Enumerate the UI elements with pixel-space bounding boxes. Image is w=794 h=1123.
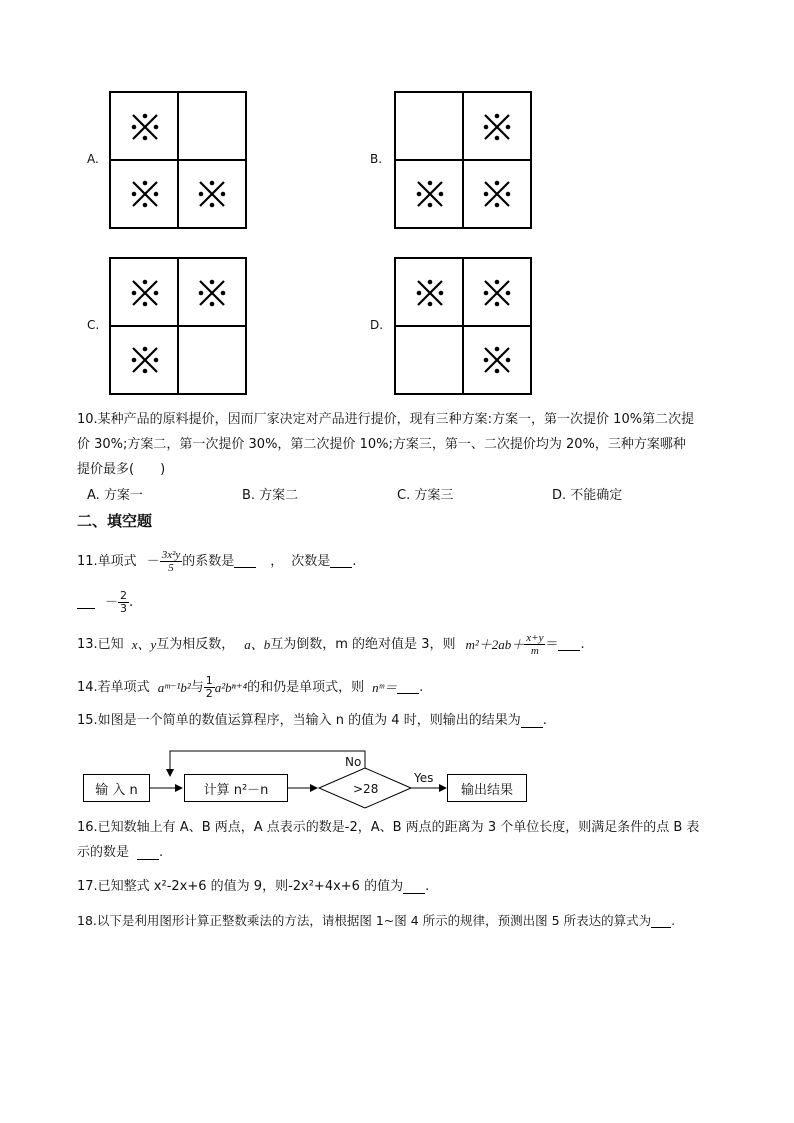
q16-blank: [137, 847, 159, 860]
q18-text: 18.以下是利用图形计算正整数乘法的方法，请根据图 1~图 4 所示的规律，预测出图 5 所表达的算式为: [77, 913, 652, 928]
flow-input-box: 输 入 n: [83, 774, 150, 802]
q11-minus: －: [146, 553, 160, 569]
option-label-d: D.: [370, 318, 384, 332]
q11-frac-num: 3x²y: [161, 549, 181, 561]
q12-frac-den: 3: [120, 602, 128, 615]
grid-cell-top-left: [396, 93, 463, 160]
grid-cell-bottom-right: [463, 160, 530, 227]
asterism-symbol-icon: [130, 278, 160, 308]
q13-end: .: [580, 636, 585, 652]
q13-blank: [558, 638, 580, 651]
q13-frac-num: x+y: [526, 632, 544, 644]
flow-no-label: No: [345, 755, 362, 769]
q16-line2-text: 示的数是: [77, 845, 130, 860]
q10-line-1: 10.某种产品的原料提价，因而厂家决定对产品进行提价，现有三种方案:方案一，第一次提价 10%第二次提: [77, 412, 695, 427]
option-label-a: A.: [87, 152, 99, 166]
asterism-symbol-icon: [482, 179, 512, 209]
q18-blank: [651, 915, 671, 928]
q17-end: .: [425, 879, 430, 894]
option-grid-c: [109, 257, 247, 395]
q15-end: .: [542, 713, 547, 728]
grid-cell-top-right: [463, 93, 530, 160]
q13-fraction: [524, 632, 545, 657]
q16-end: .: [159, 845, 164, 860]
q11-end: .: [352, 553, 357, 569]
q13-xy: x、y: [131, 636, 157, 652]
q15-blank: [521, 715, 543, 728]
q11-suffix: 次数是: [291, 553, 331, 569]
grid-cell-bottom-left: [396, 160, 463, 227]
q13-expr: m²＋2ab＋: [465, 636, 525, 652]
q12-frac-num: 2: [120, 589, 128, 602]
q18: [77, 911, 675, 931]
q14-frac-num: 1: [205, 674, 213, 687]
q14-mono2: a²bⁿ⁺⁴: [214, 679, 248, 695]
grid-cell-top-right: [178, 259, 245, 326]
asterism-symbol-icon: [197, 278, 227, 308]
grid-cell-bottom-right: [178, 160, 245, 227]
grid-cell-bottom-right: [178, 326, 245, 393]
grid-cell-bottom-right: [463, 326, 530, 393]
grid-cell-bottom-left: [396, 326, 463, 393]
q15: [77, 711, 547, 731]
section-heading: 二、填空题: [77, 512, 153, 530]
q14-end: .: [419, 679, 424, 695]
q11-blank-1: [234, 555, 256, 568]
q13-frac-den: m: [530, 645, 539, 657]
option-label-b: B.: [370, 152, 383, 166]
q11-prefix: 11.单项式: [77, 553, 137, 569]
q16-line-2: [77, 843, 163, 863]
q14-t2: 的和仍是单项式，则: [247, 679, 365, 695]
q14-blank: [397, 681, 419, 694]
q10-line-3: 提价最多( ): [77, 462, 166, 477]
asterism-symbol-icon: [130, 112, 160, 142]
asterism-symbol-icon: [415, 179, 445, 209]
q11-fraction: [160, 549, 183, 574]
q14-prefix: 14.若单项式: [77, 679, 150, 695]
q13-prefix: 13.已知: [77, 636, 124, 652]
q11: [77, 549, 356, 574]
q13: [77, 632, 585, 657]
q12-minus: －: [105, 594, 119, 610]
asterism-symbol-icon: [482, 278, 512, 308]
grid-cell-top-left: [111, 259, 178, 326]
flow-yes-label: Yes: [414, 771, 434, 785]
q14-fraction: [204, 675, 215, 700]
q11-mid: 的系数是: [182, 553, 235, 569]
option-grid-d: [394, 257, 532, 395]
asterism-symbol-icon: [482, 112, 512, 142]
asterism-symbol-icon: [130, 345, 160, 375]
flow-output-box: 输出结果: [447, 774, 527, 802]
q13-eq: ＝: [545, 636, 559, 652]
q17-blank: [403, 881, 425, 894]
q14-expr: nᵐ＝: [372, 679, 398, 695]
q10-choice-a: A. 方案一: [87, 488, 143, 503]
option-grid-a: [109, 91, 247, 229]
grid-cell-top-right: [463, 259, 530, 326]
q14-frac-den: 2: [205, 687, 213, 700]
asterism-symbol-icon: [197, 179, 227, 209]
asterism-symbol-icon: [130, 179, 160, 209]
q13-ab: a、b: [244, 636, 271, 652]
asterism-symbol-icon: [415, 278, 445, 308]
q13-t2: 互为倒数，m 的绝对值是 3，则: [270, 636, 456, 652]
asterism-symbol-icon: [482, 345, 512, 375]
flow-calc-box: 计算 n²－n: [184, 774, 288, 802]
grid-cell-top-left: [111, 93, 178, 160]
q16-line-1: 16.已知数轴上有 A、B 两点，A 点表示的数是-2，A、B 两点的距离为 3 个单位长度，则满足条件的点 B 表: [77, 820, 700, 835]
q15-text: 15.如图是一个简单的数值运算程序，当输入 n 的值为 4 时，则输出的结果为: [77, 713, 521, 728]
q12-end: .: [129, 594, 134, 610]
grid-cell-bottom-left: [111, 326, 178, 393]
q10-choice-c: C. 方案三: [397, 488, 454, 503]
q18-end: .: [671, 913, 676, 928]
grid-cell-bottom-left: [111, 160, 178, 227]
q10-choice-d: D. 不能确定: [552, 488, 623, 503]
option-grid-b: [394, 91, 532, 229]
q17-text: 17.已知整式 x²-2x+6 的值为 9，则-2x²+4x+6 的值为: [77, 879, 404, 894]
q11-blank-2: [330, 555, 352, 568]
q13-t1: 互为相反数，: [156, 636, 235, 652]
option-label-c: C.: [87, 318, 100, 332]
flow-cond-label: >28: [353, 782, 379, 796]
grid-cell-top-right: [178, 93, 245, 160]
q11-frac-den: 5: [168, 562, 174, 574]
q14-t1: 与: [190, 679, 204, 695]
q14-mono1: aᵐ⁻¹b²: [157, 679, 191, 695]
q12-fraction: [118, 590, 129, 615]
q10-choice-b: B. 方案二: [242, 488, 299, 503]
q11-sep: ，: [270, 553, 284, 569]
q12-blank: [77, 596, 95, 609]
q12: [77, 590, 133, 615]
loop-back-line: [170, 751, 365, 776]
grid-cell-top-left: [396, 259, 463, 326]
q17: [77, 877, 429, 897]
q14: [77, 675, 423, 700]
q10-line-2: 价 30%;方案二，第一次提价 30%，第二次提价 10%;方案三，第一、二次提价均为 20%，三种方案哪种: [77, 437, 686, 452]
